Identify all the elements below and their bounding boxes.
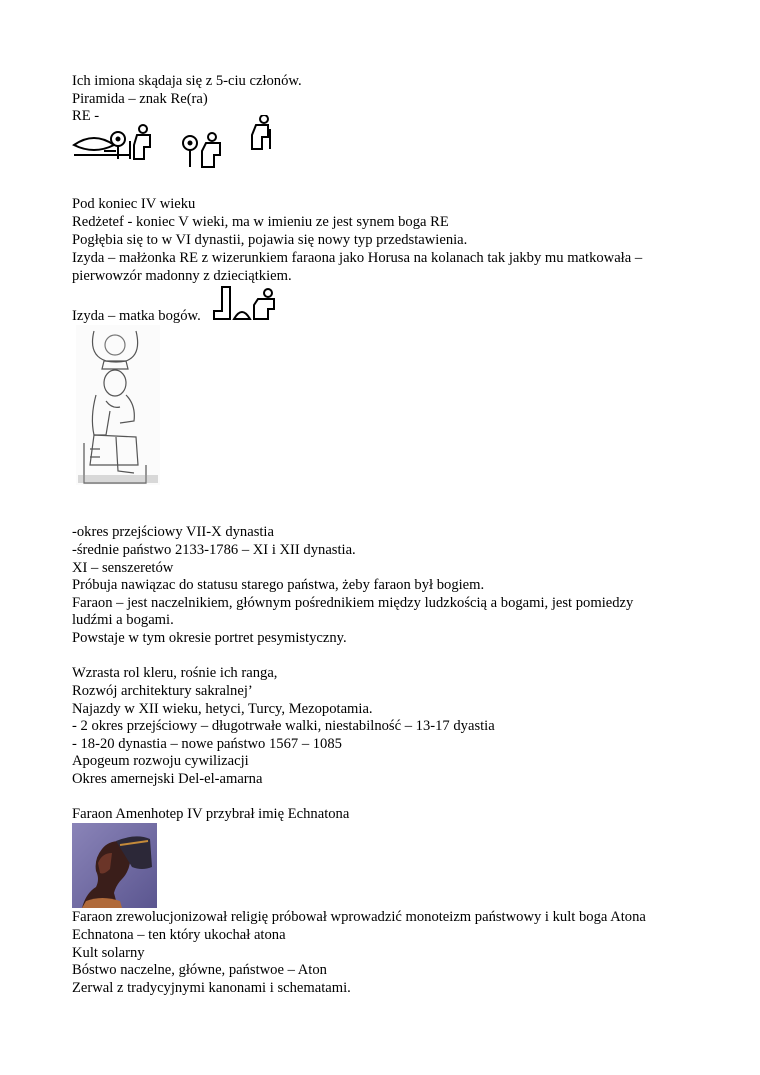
text-line: Faraon zrewolucjonizował religię próbował wprowadzić monoteizm państwowy i kult boga Atona xyxy=(72,909,646,925)
text-line: Apogeum rozwoju cywilizacji xyxy=(72,753,249,769)
text-line: Kult solarny xyxy=(72,945,145,961)
text-line: Redżetef - koniec V wieki, ma w imieniu ze jest synem boga RE xyxy=(72,214,449,230)
text-line: Najazdy w XII wieku, hetyci, Turcy, Mezopotamia. xyxy=(72,701,373,717)
text-line: Pod koniec IV wieku xyxy=(72,196,196,212)
text-line: Powstaje w tym okresie portret pesymistyczny. xyxy=(72,630,347,646)
isis-figure-image xyxy=(76,325,160,485)
text-line: Próbuja nawiązac do statusu starego państwa, żeby faraon był bogiem. xyxy=(72,577,485,593)
text-line: Izyda – małżonka RE z wizerunkiem faraona jako Horusa na kolanach tak jakby mu matkowała – xyxy=(72,250,643,266)
text-line: Rozwój architektury sakralnej’ xyxy=(72,683,253,699)
text-line: Pogłębia się to w VI dynastii, pojawia się nowy typ przedstawienia. xyxy=(72,232,468,248)
text-line: Okres amernejski Del-el-amarna xyxy=(72,771,263,787)
text-line: -okres przejściowy VII-X dynastia xyxy=(72,524,274,540)
hieroglyph-izyda-icon xyxy=(210,285,282,323)
text-line: Izyda – matka bogów. xyxy=(72,308,201,324)
text-line: Faraon – jest naczelnikiem, głównym pośrednikiem między ludzkością a bogami, jest pomiedzy xyxy=(72,595,634,611)
hieroglyph-re-icon xyxy=(72,115,282,171)
text-line: Echnatona – ten który ukochał atona xyxy=(72,927,286,943)
text-line: Bóstwo naczelne, główne, państwoe – Aton xyxy=(72,962,327,978)
text-line: Faraon Amenhotep IV przybrał imię Echnatona xyxy=(72,806,350,822)
text-line: Ich imiona skądaja się z 5-ciu członów. xyxy=(72,73,302,89)
text-line: - 18-20 dynastia – nowe państwo 1567 – 1085 xyxy=(72,736,342,752)
text-line: pierwowzór madonny z dzieciątkiem. xyxy=(72,268,292,284)
nefertiti-bust-photo xyxy=(72,823,157,908)
text-line: - 2 okres przejściowy – długotrwałe walki, niestabilność – 13-17 dyastia xyxy=(72,718,495,734)
text-line: -średnie państwo 2133-1786 – XI i XII dynastia. xyxy=(72,542,356,558)
text-line: XI – senszeretów xyxy=(72,560,174,576)
text-line: Piramida – znak Re(ra) xyxy=(72,91,208,107)
text-line: ludźmi a bogami. xyxy=(72,612,174,628)
text-line: RE - xyxy=(72,108,100,124)
text-line: Zerwal z tradycyjnymi kanonami i schematami. xyxy=(72,980,351,996)
text-line: Wzrasta rol kleru, rośnie ich ranga, xyxy=(72,665,278,681)
